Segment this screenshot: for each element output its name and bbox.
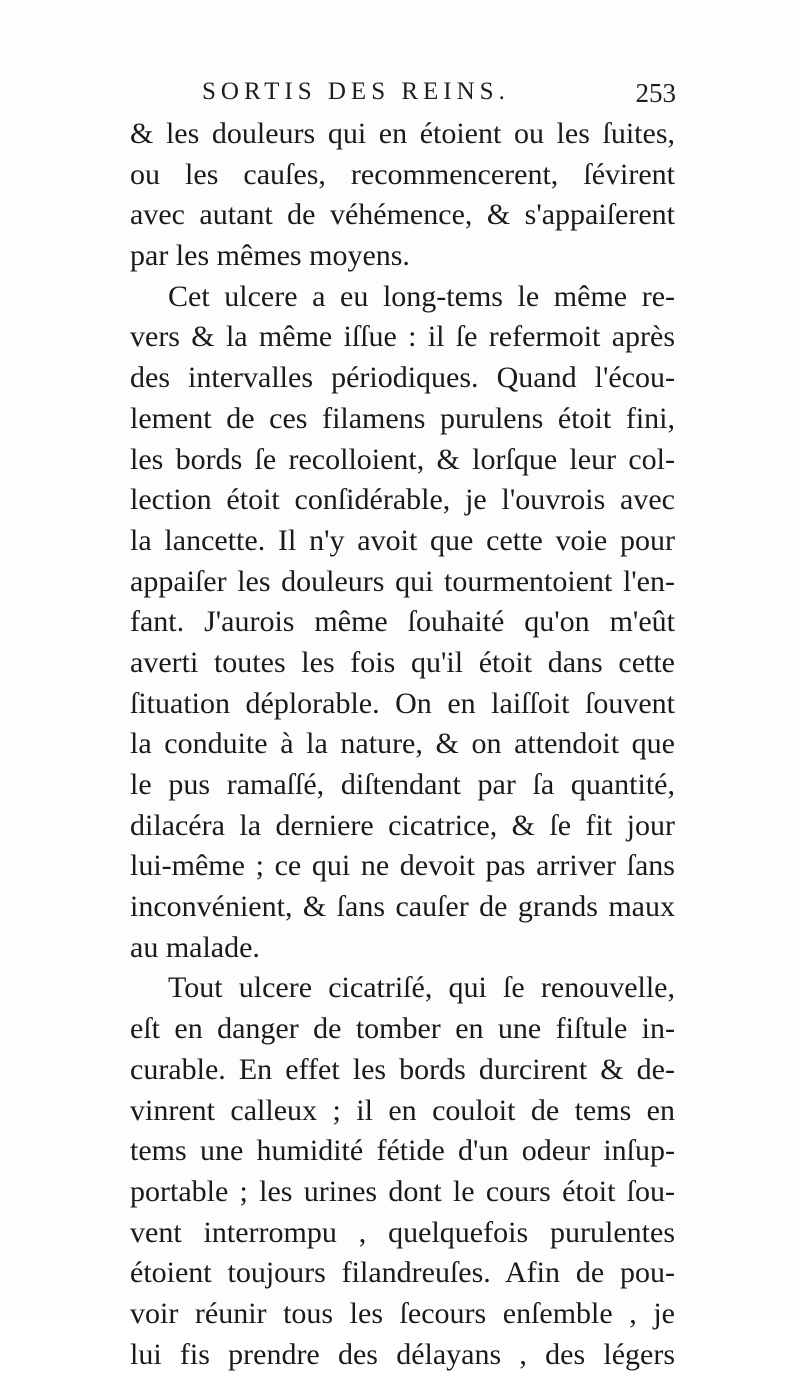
- text-line: le pus ramaſſé, diſtendant par ſa quantité,: [130, 768, 675, 801]
- text-line: dilacéra la derniere cicatrice, & ſe fit jour: [130, 808, 675, 842]
- text-line: lui fis prendre des délayans , des légers: [130, 1337, 675, 1371]
- text-line: les bords ſe recolloient, & lorſque leur col-: [130, 442, 675, 476]
- text-line: Tout ulcere cicatriſé, qui ſe renouvelle,: [168, 971, 675, 1005]
- text-line: curable. En effet les bords durcirent & de-: [130, 1052, 675, 1086]
- page-number: 253: [635, 78, 676, 108]
- text-line: fant. J'aurois même ſouhaité qu'on m'eût: [130, 605, 675, 639]
- text-line: inconvénient, & ſans cauſer de grands maux: [130, 890, 675, 924]
- text-line: & les douleurs qui en étoient ou les ſuites,: [130, 117, 675, 150]
- text-line: vinrent calleux ; il en couloit de tems en: [130, 1093, 675, 1127]
- text-line: portable ; les urines dont le cours étoit ſou-: [130, 1174, 675, 1208]
- text-line: par les mêmes moyens.: [130, 239, 410, 273]
- text-line: eſt en danger de tomber en une fiſtule in-: [130, 1012, 675, 1046]
- text-line: appaiſer les douleurs qui tourmentoient l'en-: [130, 564, 675, 598]
- text-line: Cet ulcere a eu long-tems le même re-: [168, 279, 675, 313]
- body-text: [130, 114, 675, 1375]
- text-line: vers & la même iſſue : il ſe refermoit après: [130, 320, 675, 354]
- text-line: averti toutes les fois qu'il étoit dans cette: [130, 645, 675, 679]
- text-line: lection étoit conſidérable, je l'ouvrois avec: [130, 483, 675, 517]
- text-line: lui-même ; ce qui ne devoit pas arriver ſans: [130, 849, 675, 883]
- text-line: des intervalles périodiques. Quand l'écou-: [130, 361, 675, 395]
- running-title: SORTIS DES REINS.: [202, 78, 510, 105]
- text-line: ſituation déplorable. On en laiſſoit ſouvent: [130, 686, 675, 720]
- text-line: vent interrompu , quelquefois purulentes: [130, 1215, 675, 1249]
- text-line: au malade.: [130, 930, 260, 964]
- text-line: tems une humidité fétide d'un odeur inſup-: [130, 1134, 675, 1168]
- running-head: [130, 78, 680, 114]
- text-line: voir réunir tous les ſecours enſemble , je: [130, 1296, 675, 1330]
- text-line: la conduite à la nature, & on attendoit que: [130, 727, 675, 761]
- text-line: la lancette. Il n'y avoit que cette voie pour: [130, 523, 675, 557]
- text-line: étoient toujours filandreuſes. Afin de pou-: [130, 1256, 675, 1290]
- text-line: lement de ces filamens purulens étoit fini,: [130, 401, 675, 435]
- text-line: avec autant de véhémence, & s'appaiſerent: [130, 198, 675, 232]
- text-line: ou les cauſes, recommencerent, ſévirent: [130, 157, 675, 191]
